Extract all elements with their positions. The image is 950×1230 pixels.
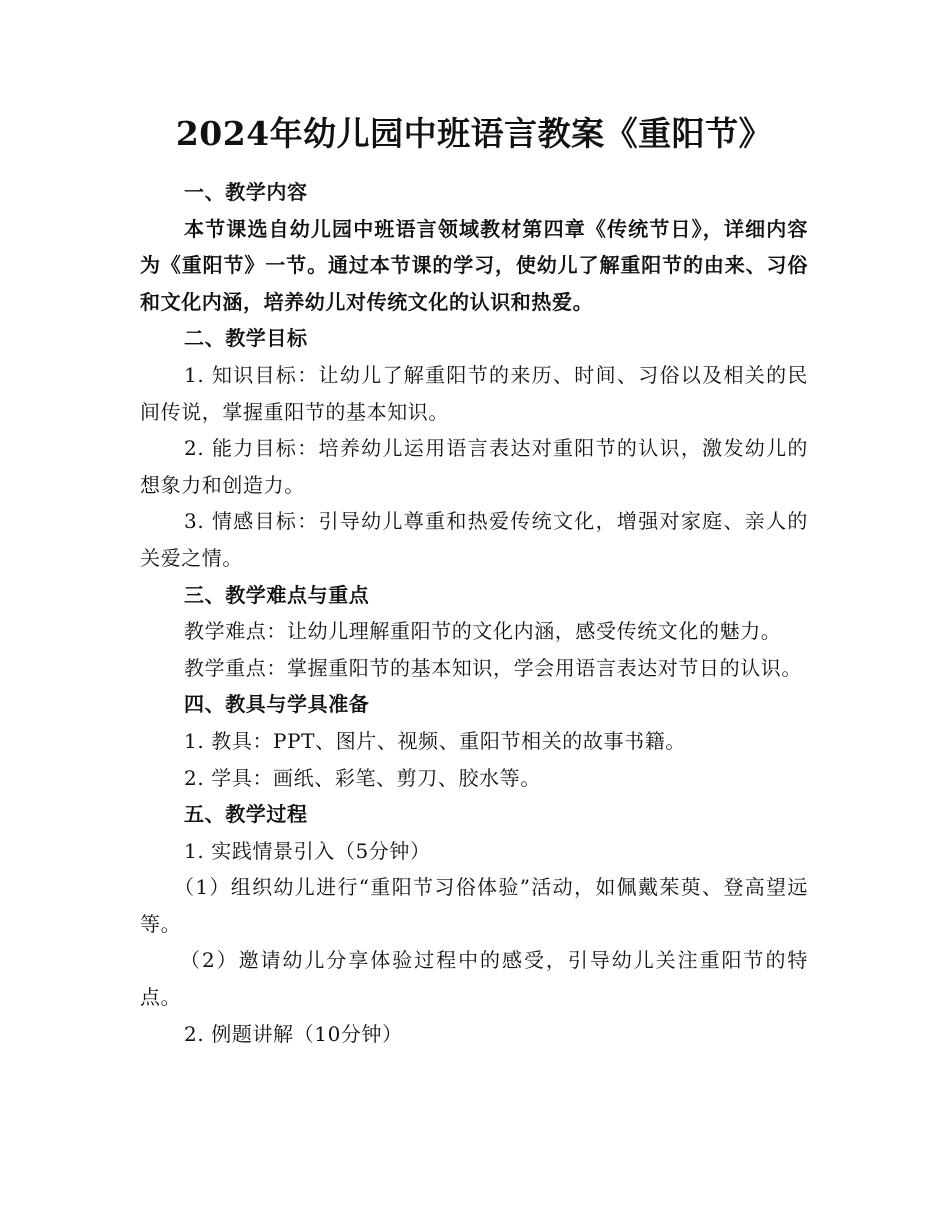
list-item: 2. 例题讲解（10分钟） <box>184 1021 403 1046</box>
paragraph: 教学重点：掌握重阳节的基本知识，学会用语言表达对节日的认识。 <box>184 655 802 680</box>
document-page <box>140 108 808 1052</box>
sub-list-item: （1）组织幼儿进行“重阳节习俗体验”活动，如佩戴茱萸、登高望远等。 <box>140 875 808 936</box>
sub-list-item: （2）邀请幼儿分享体验过程中的感受，引导幼儿关注重阳节的特点。 <box>140 948 808 1010</box>
section-heading: 二、教学目标 <box>184 326 308 351</box>
paragraph: 教学难点：让幼儿理解重阳节的文化内涵，感受传统文化的魅力。 <box>184 619 782 644</box>
list-item: 1. 教具：PPT、图片、视频、重阳节相关的故事书籍。 <box>184 728 686 753</box>
section-heading: 五、教学过程 <box>184 802 308 827</box>
section-heading: 四、教具与学具准备 <box>184 692 370 717</box>
list-item: 3. 情感目标：引导幼儿尊重和热爱传统文化，增强对家庭、亲人的关爱之情。 <box>140 509 808 570</box>
paragraph: 本节课选自幼儿园中班语言领域教材第四章《传统节日》，详细内容为《重阳节》一节。通过本节课的学习，使幼儿了解重阳节的由来、习俗和文化内涵，培养幼儿对传统文化的认识和热爱。 <box>140 216 808 314</box>
section-heading: 三、教学难点与重点 <box>184 582 370 607</box>
list-item: 2. 能力目标：培养幼儿运用语言表达对重阳节的认识，激发幼儿的想象力和创造力。 <box>140 436 808 497</box>
document-title: 2024年幼儿园中班语言教案《重阳节》 <box>175 114 773 153</box>
list-item: 2. 学具：画纸、彩笔、剪刀、胶水等。 <box>184 765 541 790</box>
list-item: 1. 知识目标：让幼儿了解重阳节的来历、时间、习俗以及相关的民间传说，掌握重阳节的基本知识。 <box>140 362 808 424</box>
section-heading: 一、教学内容 <box>184 180 308 204</box>
list-item: 1. 实践情景引入（5分钟） <box>184 838 431 863</box>
